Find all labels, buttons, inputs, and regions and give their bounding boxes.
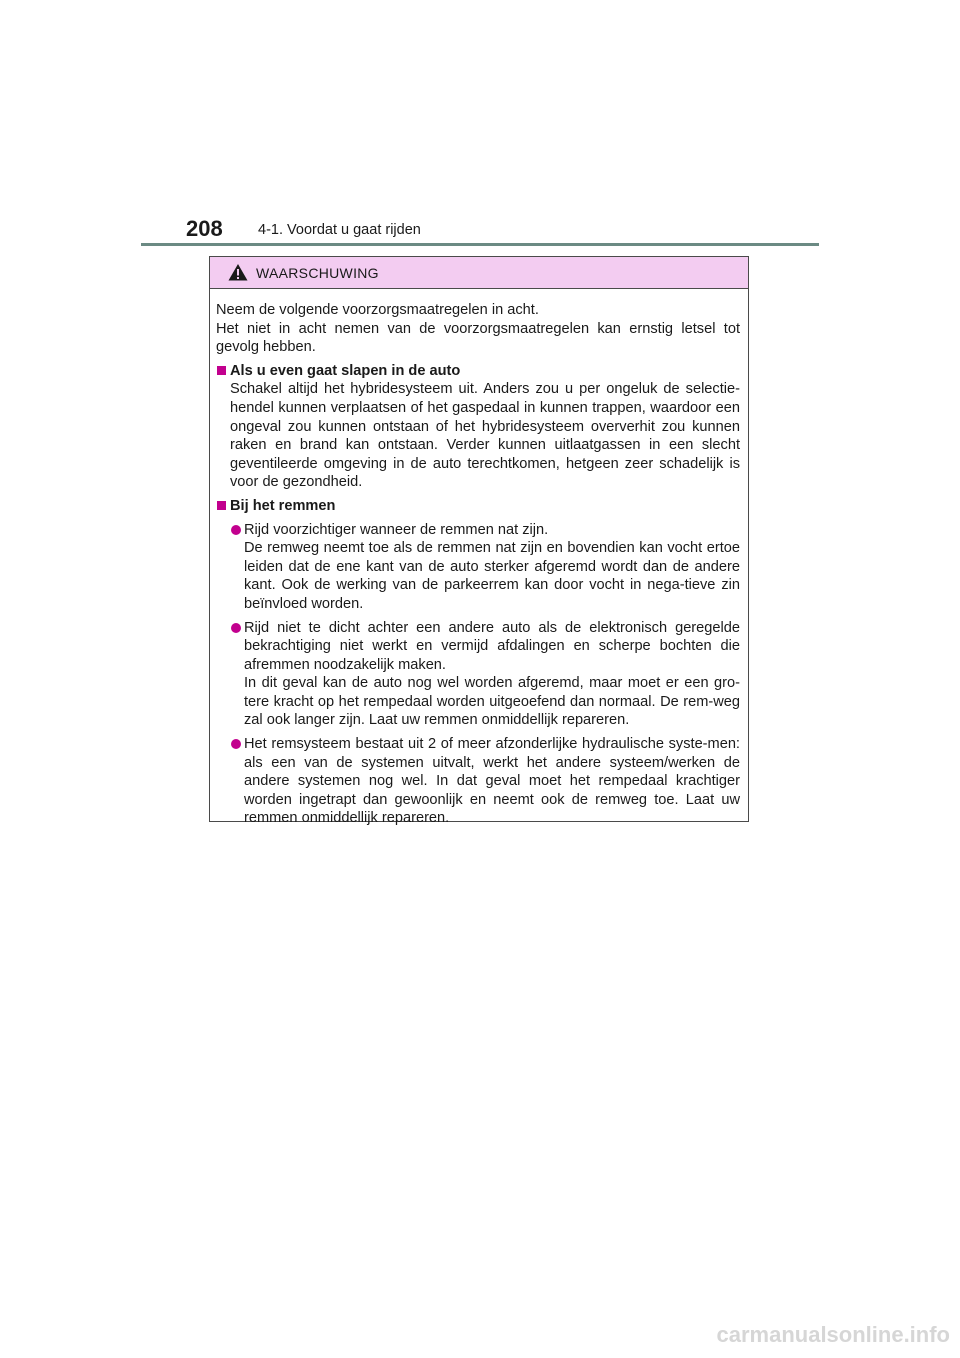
bullet-text: De remweg neemt toe als de remmen nat zijn en bovendien kan vocht ertoe leiden dat de ene kant van de auto sterker afgeremd wordt dan de andere kant. Ook de werking van de parkeerrem kan door vocht in nega-tieve zin beïnvloed worden. bbox=[244, 540, 740, 612]
warning-triangle-icon bbox=[228, 263, 248, 281]
bullet-text: In dit geval kan de auto nog wel worden afgeremd, maar moet er een gro-tere kracht op het rempedaal worden uitgeoefend dan normaal. De rem-weg zal ook langer zijn. Laat uw remmen onmiddellijk repareren. bbox=[244, 675, 740, 729]
round-bullet-icon bbox=[231, 739, 241, 749]
section-heading-text: Als u even gaat slapen in de auto bbox=[230, 362, 461, 379]
warning-body bbox=[210, 289, 748, 828]
watermark: carmanualsonline.info bbox=[716, 1322, 950, 1347]
warning-box bbox=[209, 256, 749, 827]
intro-line: Het niet in acht nemen van de voorzorgsmaatregelen kan ernstig letsel tot gevolg hebben. bbox=[216, 320, 740, 356]
square-bullet-icon bbox=[217, 366, 226, 375]
page-header bbox=[186, 214, 826, 244]
intro-line: Neem de volgende voorzorgsmaatregelen in acht. bbox=[216, 302, 539, 318]
section-heading bbox=[216, 362, 740, 381]
section-text: Schakel altijd het hybridesysteem uit. Anders zou u per ongeluk de selectie-hendel kunnen verplaatsen of het gaspedaal in kunnen trappen, waardoor een ongeval zou kunnen ontstaan of het hybridesysteem oververhit zou kunnen raken en brand kan ontstaan. Verder kunnen uitlaatgassen in een slecht geventileerde omgeving in de auto terechtkomen, hetgeen zeer schadelijk is voor de gezondheid. bbox=[230, 381, 740, 491]
page-number: 208 bbox=[186, 216, 223, 241]
square-bullet-icon bbox=[217, 501, 226, 510]
bullet-item bbox=[216, 735, 740, 828]
bullet-text: Rijd niet te dicht achter een andere auto als de elektronisch geregelde bekrachtiging niet werkt en vermijd afdalingen en scherpe bochten die afremmen noodzakelijk maken. bbox=[244, 619, 740, 673]
header-rule bbox=[141, 243, 819, 246]
warning-header bbox=[210, 257, 748, 289]
bullet-item bbox=[216, 521, 740, 614]
section-heading bbox=[216, 497, 740, 516]
warning-title: WAARSCHUWING bbox=[256, 265, 379, 281]
bullet-text: Rijd voorzichtiger wanneer de remmen nat zijn. bbox=[244, 521, 549, 538]
section-title: 4-1. Voordat u gaat rijden bbox=[258, 222, 421, 238]
round-bullet-icon bbox=[231, 525, 241, 535]
round-bullet-icon bbox=[231, 623, 241, 633]
section-heading-text: Bij het remmen bbox=[230, 497, 336, 514]
bullet-item bbox=[216, 619, 740, 731]
bullet-text: Het remsysteem bestaat uit 2 of meer afzonderlijke hydraulische syste-men: als een van de systemen uitvalt, werkt het andere systeem/werken de andere systemen nog wel. In dat geval moet het rempedaal krachtiger worden ingetrapt dan gewoonlijk en neemt ook de remweg toe. Laat uw remmen onmiddellijk repareren. bbox=[244, 736, 740, 827]
